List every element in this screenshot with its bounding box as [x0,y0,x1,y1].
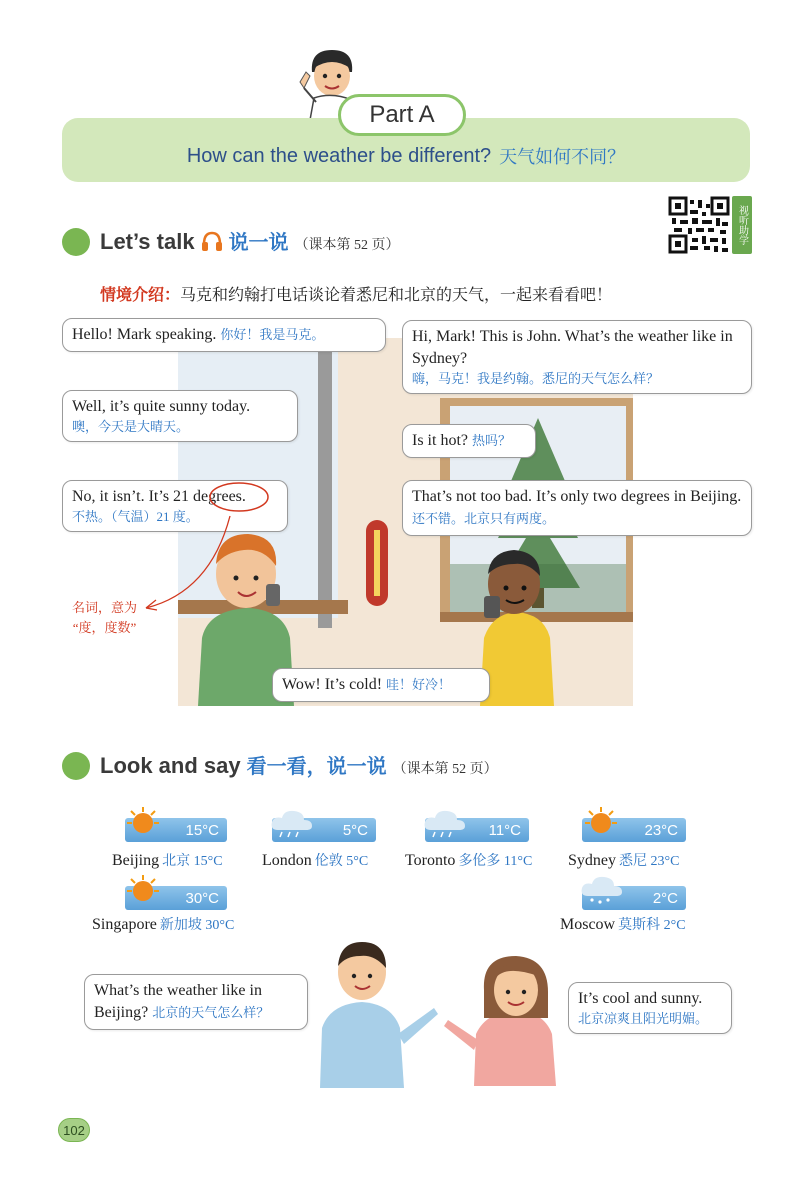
qr-code-icon[interactable] [668,196,730,254]
bubble-cn: 热吗？ [472,433,512,448]
city-label-singapore [92,914,234,934]
bubble-en: That’s not too bad. It’s only two degrees in Beijing. [412,488,742,505]
speech-bubble-mark-2 [62,390,298,442]
speech-bubble-john-4 [272,668,490,702]
bubble-cn: 哇！好冷！ [386,677,452,692]
bubble-cn: 你好！我是马克。 [220,327,325,342]
temp-singapore: 30°C [185,889,219,907]
bubble-en: It’s cool and sunny. [578,990,703,1007]
intro-label: 情境介绍： [100,287,181,304]
city-cn: 伦敦 5°C [314,854,369,869]
bubble-en: Wow! It’s cold! [282,676,383,693]
section-bullet [62,752,90,780]
temp-london: 5°C [342,821,368,839]
lets-talk-page-ref: （课本第 52 页） [294,238,400,253]
city-en: Toronto [405,852,456,869]
sun-icon [584,806,618,840]
city-label-sydney [568,850,679,870]
speech-bubble-boy [84,974,308,1030]
city-cn: 莫斯科 2°C [618,918,686,933]
speech-bubble-john-2 [402,424,536,458]
bubble-cn: 北京凉爽且阳光明媚。 [578,1011,709,1026]
bubble-cn: 嗨，马克！我是约翰。悉尼的天气怎么样？ [412,371,660,386]
speech-bubble-john-1 [402,320,752,394]
girl-illustration [444,950,584,1086]
rain-cloud-icon [270,808,314,838]
city-label-moscow [560,914,686,934]
bubble-cn: 噢，今天是大晴天。 [72,419,190,434]
speech-bubble-girl [568,982,732,1034]
city-en: Moscow [560,916,616,933]
part-label: Part A [369,101,435,128]
temp-toronto: 11°C [488,821,521,839]
boy-illustration [300,938,440,1088]
city-cn: 多伦多 11°C [458,854,533,869]
look-and-say-page-ref: （课本第 52 页） [392,762,498,777]
city-label-toronto [405,850,532,870]
city-cn: 新加坡 30°C [159,918,235,933]
city-label-london [262,850,368,870]
rain-cloud-icon [423,808,467,838]
sun-icon [126,874,160,908]
city-en: London [262,852,312,869]
speech-bubble-john-3 [402,480,752,536]
temp-sydney: 23°C [644,821,678,839]
look-and-say-heading [100,750,498,779]
city-en: Singapore [92,916,157,933]
headphones-icon[interactable] [201,230,223,252]
banner-question-en: How can the weather be different? [186,144,492,167]
look-and-say-title-cn: 看一看，说一说 [246,756,387,778]
city-cn: 北京 15°C [162,854,223,869]
bubble-en: No, it isn’t. It’s 21 degrees. [72,488,246,505]
degrees-highlight-circle [208,480,270,514]
lets-talk-title-cn: 说一说 [228,232,289,254]
section-bullet [62,228,90,256]
speech-bubble-mark-1 [62,318,386,352]
bubble-cn: 北京的天气怎么样？ [152,1005,270,1020]
lets-talk-heading [100,226,400,255]
page-number: 102 [58,1118,90,1142]
note-arrow-icon [140,512,236,612]
vocab-note [72,598,137,638]
temp-beijing: 15°C [185,821,219,839]
lets-talk-title-en: Let’s talk [100,229,195,254]
bubble-en: Hello! Mark speaking. [72,326,217,343]
bubble-cn: 不热。（气温）21 度。 [72,509,199,524]
city-cn: 悉尼 23°C [619,854,680,869]
note-line-2: “度，度数” [72,620,137,635]
banner-question-cn: 天气如何不同？ [499,147,626,167]
look-and-say-title-en: Look and say [100,753,241,778]
sun-icon [126,806,160,840]
bubble-en: Hi, Mark! This is John. What’s the weather like in Sydney? [412,328,733,367]
note-line-1: 名词，意为 [72,600,138,615]
bubble-en: What’s the weather like in Beijing? [94,982,262,1021]
city-en: Beijing [112,852,160,869]
bubble-en: Well, it’s quite sunny today. [72,398,251,415]
snow-cloud-icon [580,874,624,906]
temp-moscow: 2°C [652,889,678,907]
part-a-tab [338,94,466,136]
city-label-beijing [112,850,223,870]
qr-tag-label: 视听助学 [732,196,752,254]
bubble-en: Is it hot? [412,432,468,449]
city-en: Sydney [568,852,616,869]
bubble-cn: 还不错。北京只有两度。 [412,511,556,526]
scene-intro [100,282,612,305]
intro-text: 马克和约翰打电话谈论着悉尼和北京的天气，一起来看看吧！ [180,287,613,304]
